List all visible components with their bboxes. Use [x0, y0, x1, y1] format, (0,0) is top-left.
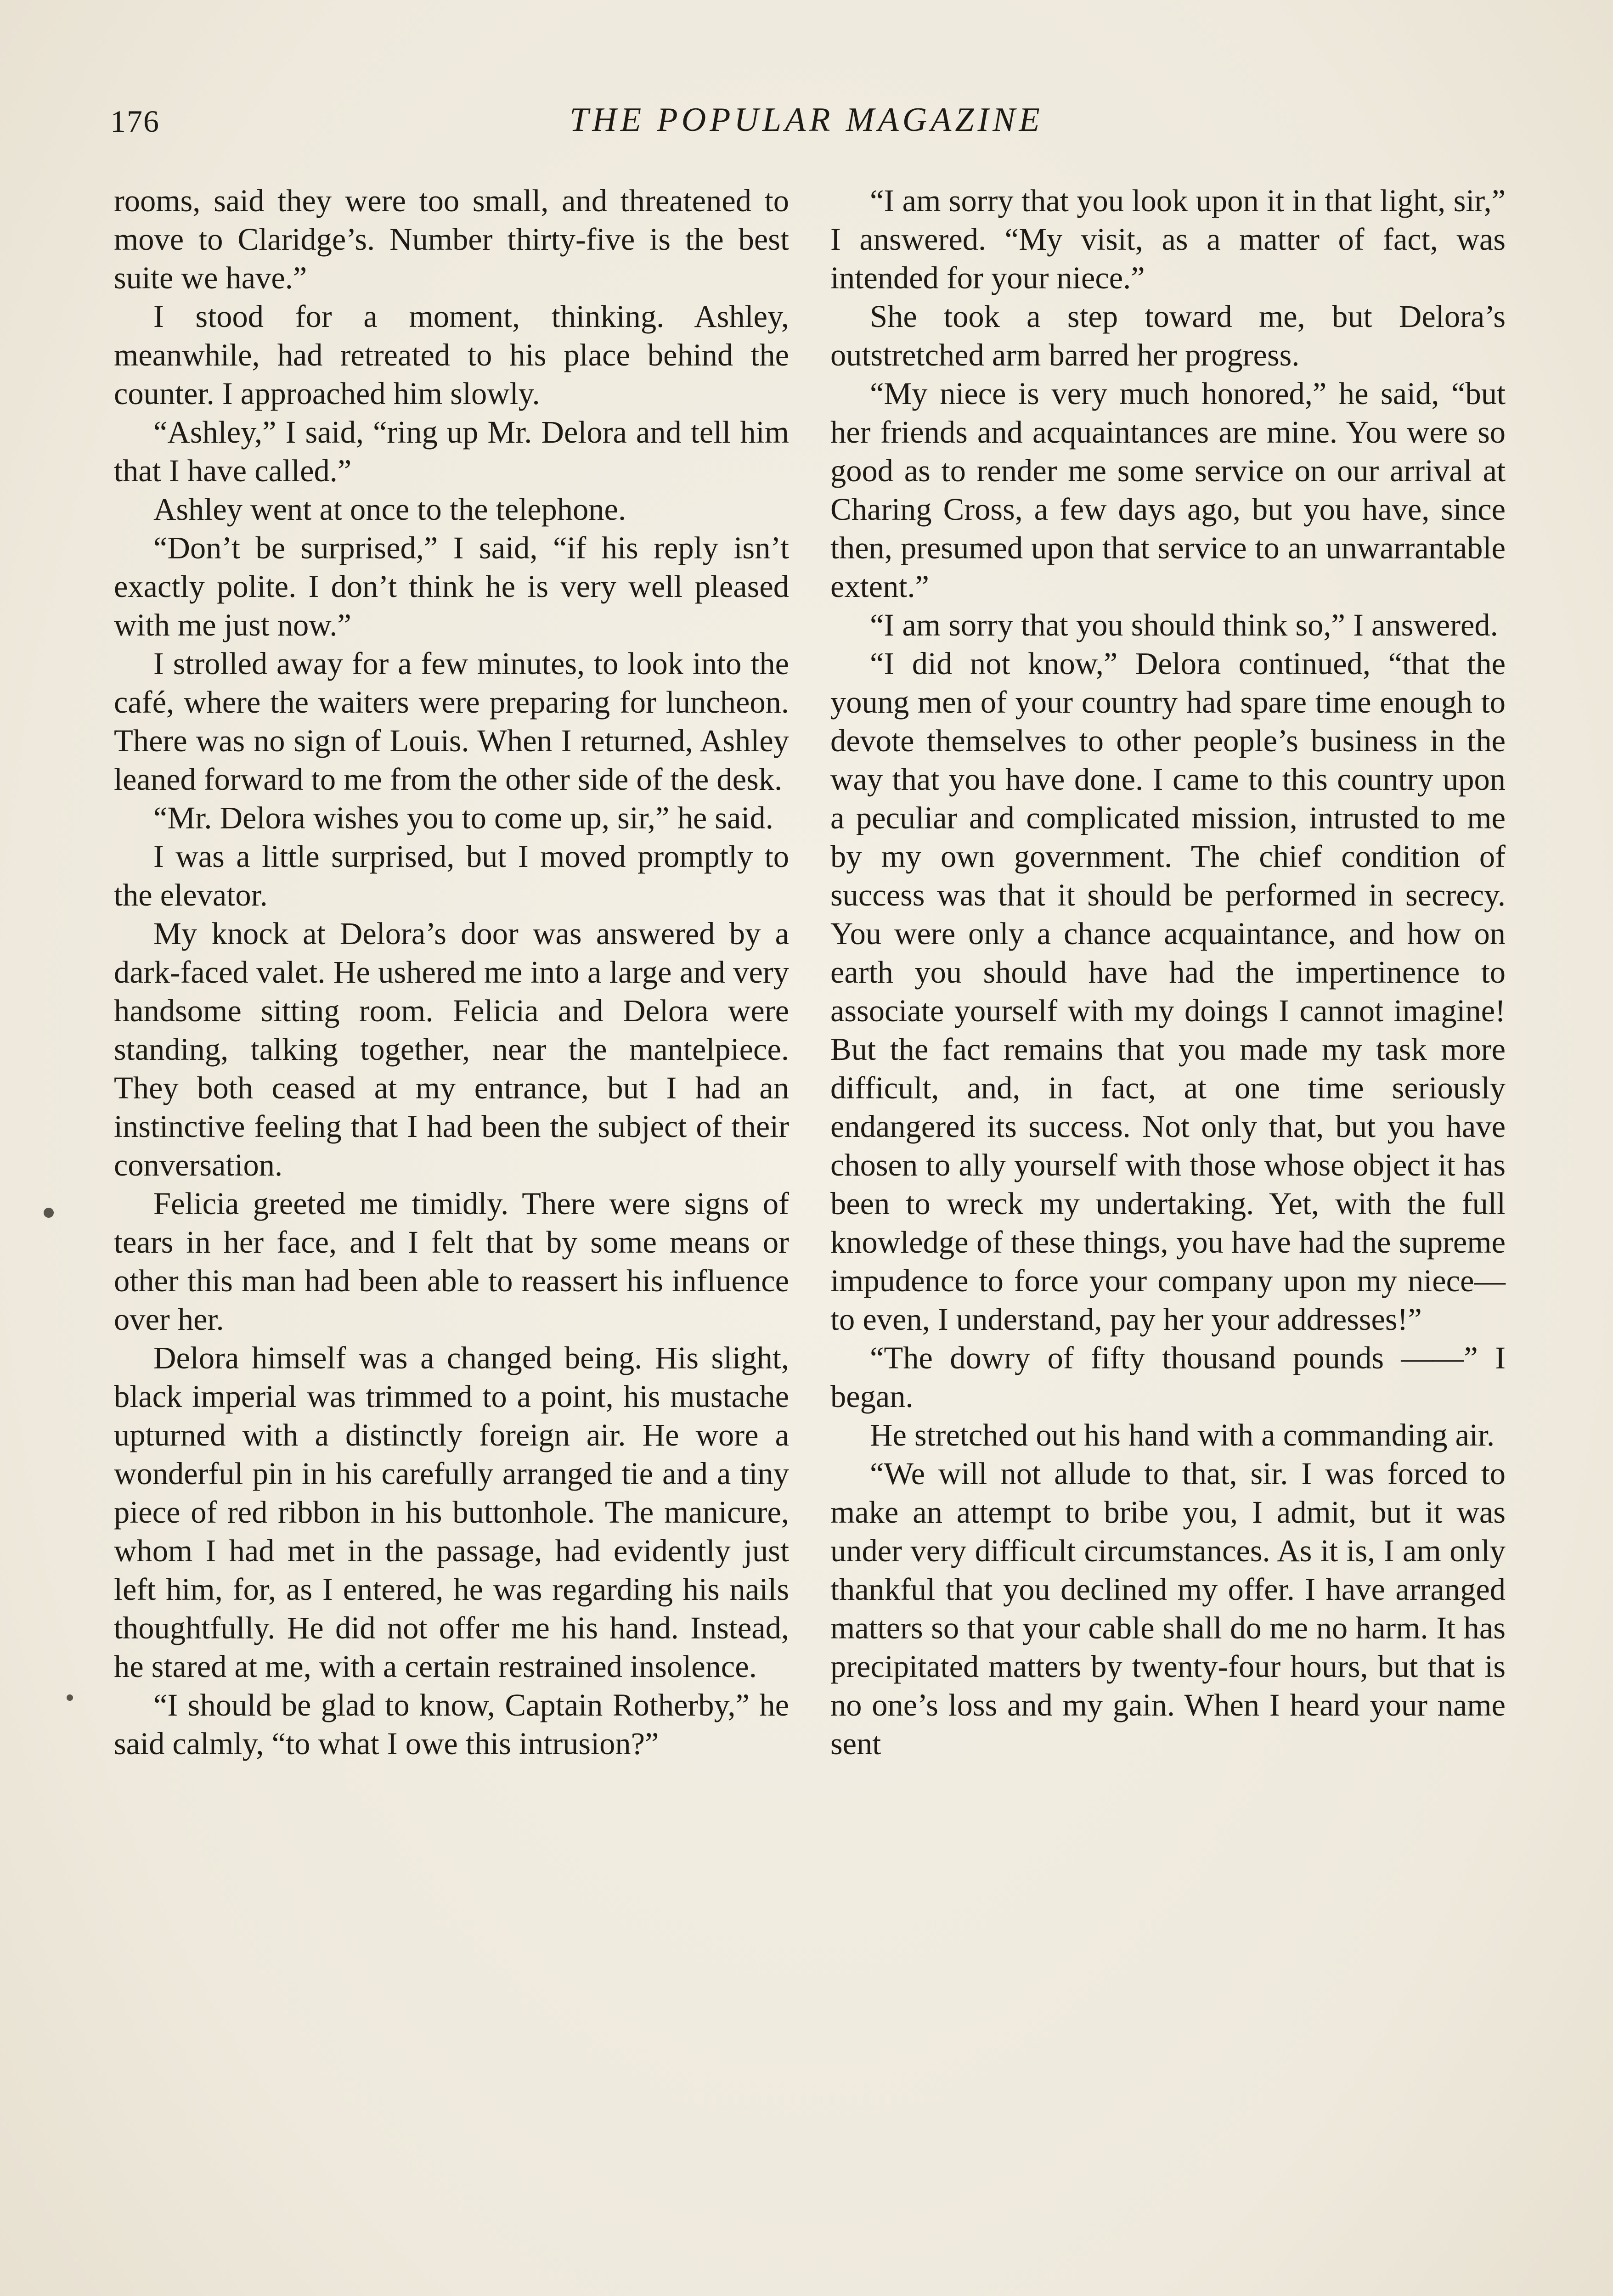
paper-speck [67, 1694, 73, 1701]
paragraph: Felicia greeted me timidly. There were signs of tears in her face, and I felt that by some means or other this man had been able to reassert his influence over her. [114, 1186, 789, 1337]
paragraph: I was a little surprised, but I moved promptly to the elevator. [114, 839, 789, 912]
paragraph: “I should be glad to know, Captain Rotherby,” he said calmly, “to what I owe this intrusion?” [114, 1688, 789, 1761]
paragraph: Ashley went at once to the telephone. [153, 492, 626, 527]
paragraph: I stood for a moment, thinking. Ashley, meanwhile, had retreated to his place behind the counter. I approached him slowly. [114, 299, 789, 411]
paper-speck [44, 1208, 54, 1218]
paragraph: “Ashley,” I said, “ring up Mr. Delora and tell him that I have called.” [114, 415, 789, 488]
paragraph: Delora himself was a changed being. His slight, black imperial was trimmed to a point, his mustache upturned with a distinctly foreign air. He wore a wonderful pin in his carefully arranged tie and a tiny piece of red ribbon in his buttonhole. The manicure, whom I had met in the passage, had evidently just left him, for, as I entered, he was regarding his nails thoughtfully. He did not offer me his hand. Instead, he stared at me, with a certain restrained insolence. [114, 1340, 789, 1684]
right-column [830, 181, 1506, 1763]
paragraph: “My niece is very much honored,” he said, “but her friends and acquaintances are mine. You were so good as to render me some service on our arrival at Charing Cross, a few days ago, but you have, since then, presumed upon that service to an unwarrantable extent.” [830, 376, 1506, 604]
paragraph: “I did not know,” Delora continued, “that the young men of your country had spare time enough to devote themselves to other people’s business in the way that you have done. I came to this country upon a peculiar and complicated mission, intrusted to me by my own government. The chief condition of success was that it should be performed in secrecy. You were only a chance acquaintance, and how on earth you should have had the impertinence to associate yourself with my doings I cannot imagine! But the fact remains that you made my task more difficult, and, in fact, at one time seriously endangered its success. Not only that, but you have chosen to ally yourself with those whose object it has been to wreck my undertaking. Yet, with the full knowledge of these things, you have had the supreme impudence to force your company upon my niece—to even, I understand, pay her your addresses!” [830, 646, 1506, 1337]
paragraph: “I am sorry that you look upon it in that light, sir,” I answered. “My visit, as a matter of fact, was intended for your niece.” [830, 183, 1506, 295]
paragraph: rooms, said they were too small, and threatened to move to Claridge’s. Number thirty-five is the best suite we have.” [114, 183, 789, 295]
page-number: 176 [110, 104, 160, 139]
paragraph: “Don’t be surprised,” I said, “if his reply isn’t exactly polite. I don’t think he is very well pleased with me just now.” [114, 530, 789, 642]
paragraph: She took a step toward me, but Delora’s outstretched arm barred her progress. [830, 299, 1506, 372]
paragraph: My knock at Delora’s door was answered by a dark-faced valet. He ushered me into a large and very handsome sitting room. Felicia and Delora were standing, talking together, near the mantelpiece. They both ceased at my entrance, but I had an instinctive feeling that I had been the subject of their conversation. [114, 916, 789, 1182]
paragraph: He stretched out his hand with a commanding air. [870, 1418, 1495, 1452]
paragraph: “We will not allude to that, sir. I was forced to make an attempt to bribe you, I admit, but it was under very difficult circumstances. As it is, I am only thankful that you declined my offer. I have arranged matters so that your cable shall do me no harm. It has precipitated matters by twenty-four hours, but that is no one’s loss and my gain. When I heard your name sent [830, 1456, 1506, 1761]
paragraph: “Mr. Delora wishes you to come up, sir,” he said. [153, 800, 773, 835]
page-header [110, 103, 1503, 154]
running-title: THE POPULAR MAGAZINE [570, 101, 1043, 139]
paragraph: “The dowry of fifty thousand pounds ——” I began. [830, 1340, 1506, 1414]
paragraph: “I am sorry that you should think so,” I answered. [870, 608, 1498, 642]
left-column [114, 181, 789, 1763]
paragraph: I strolled away for a few minutes, to look into the café, where the waiters were preparing for luncheon. There was no sign of Louis. When I returned, Ashley leaned forward to me from the other side of the desk. [114, 646, 789, 797]
